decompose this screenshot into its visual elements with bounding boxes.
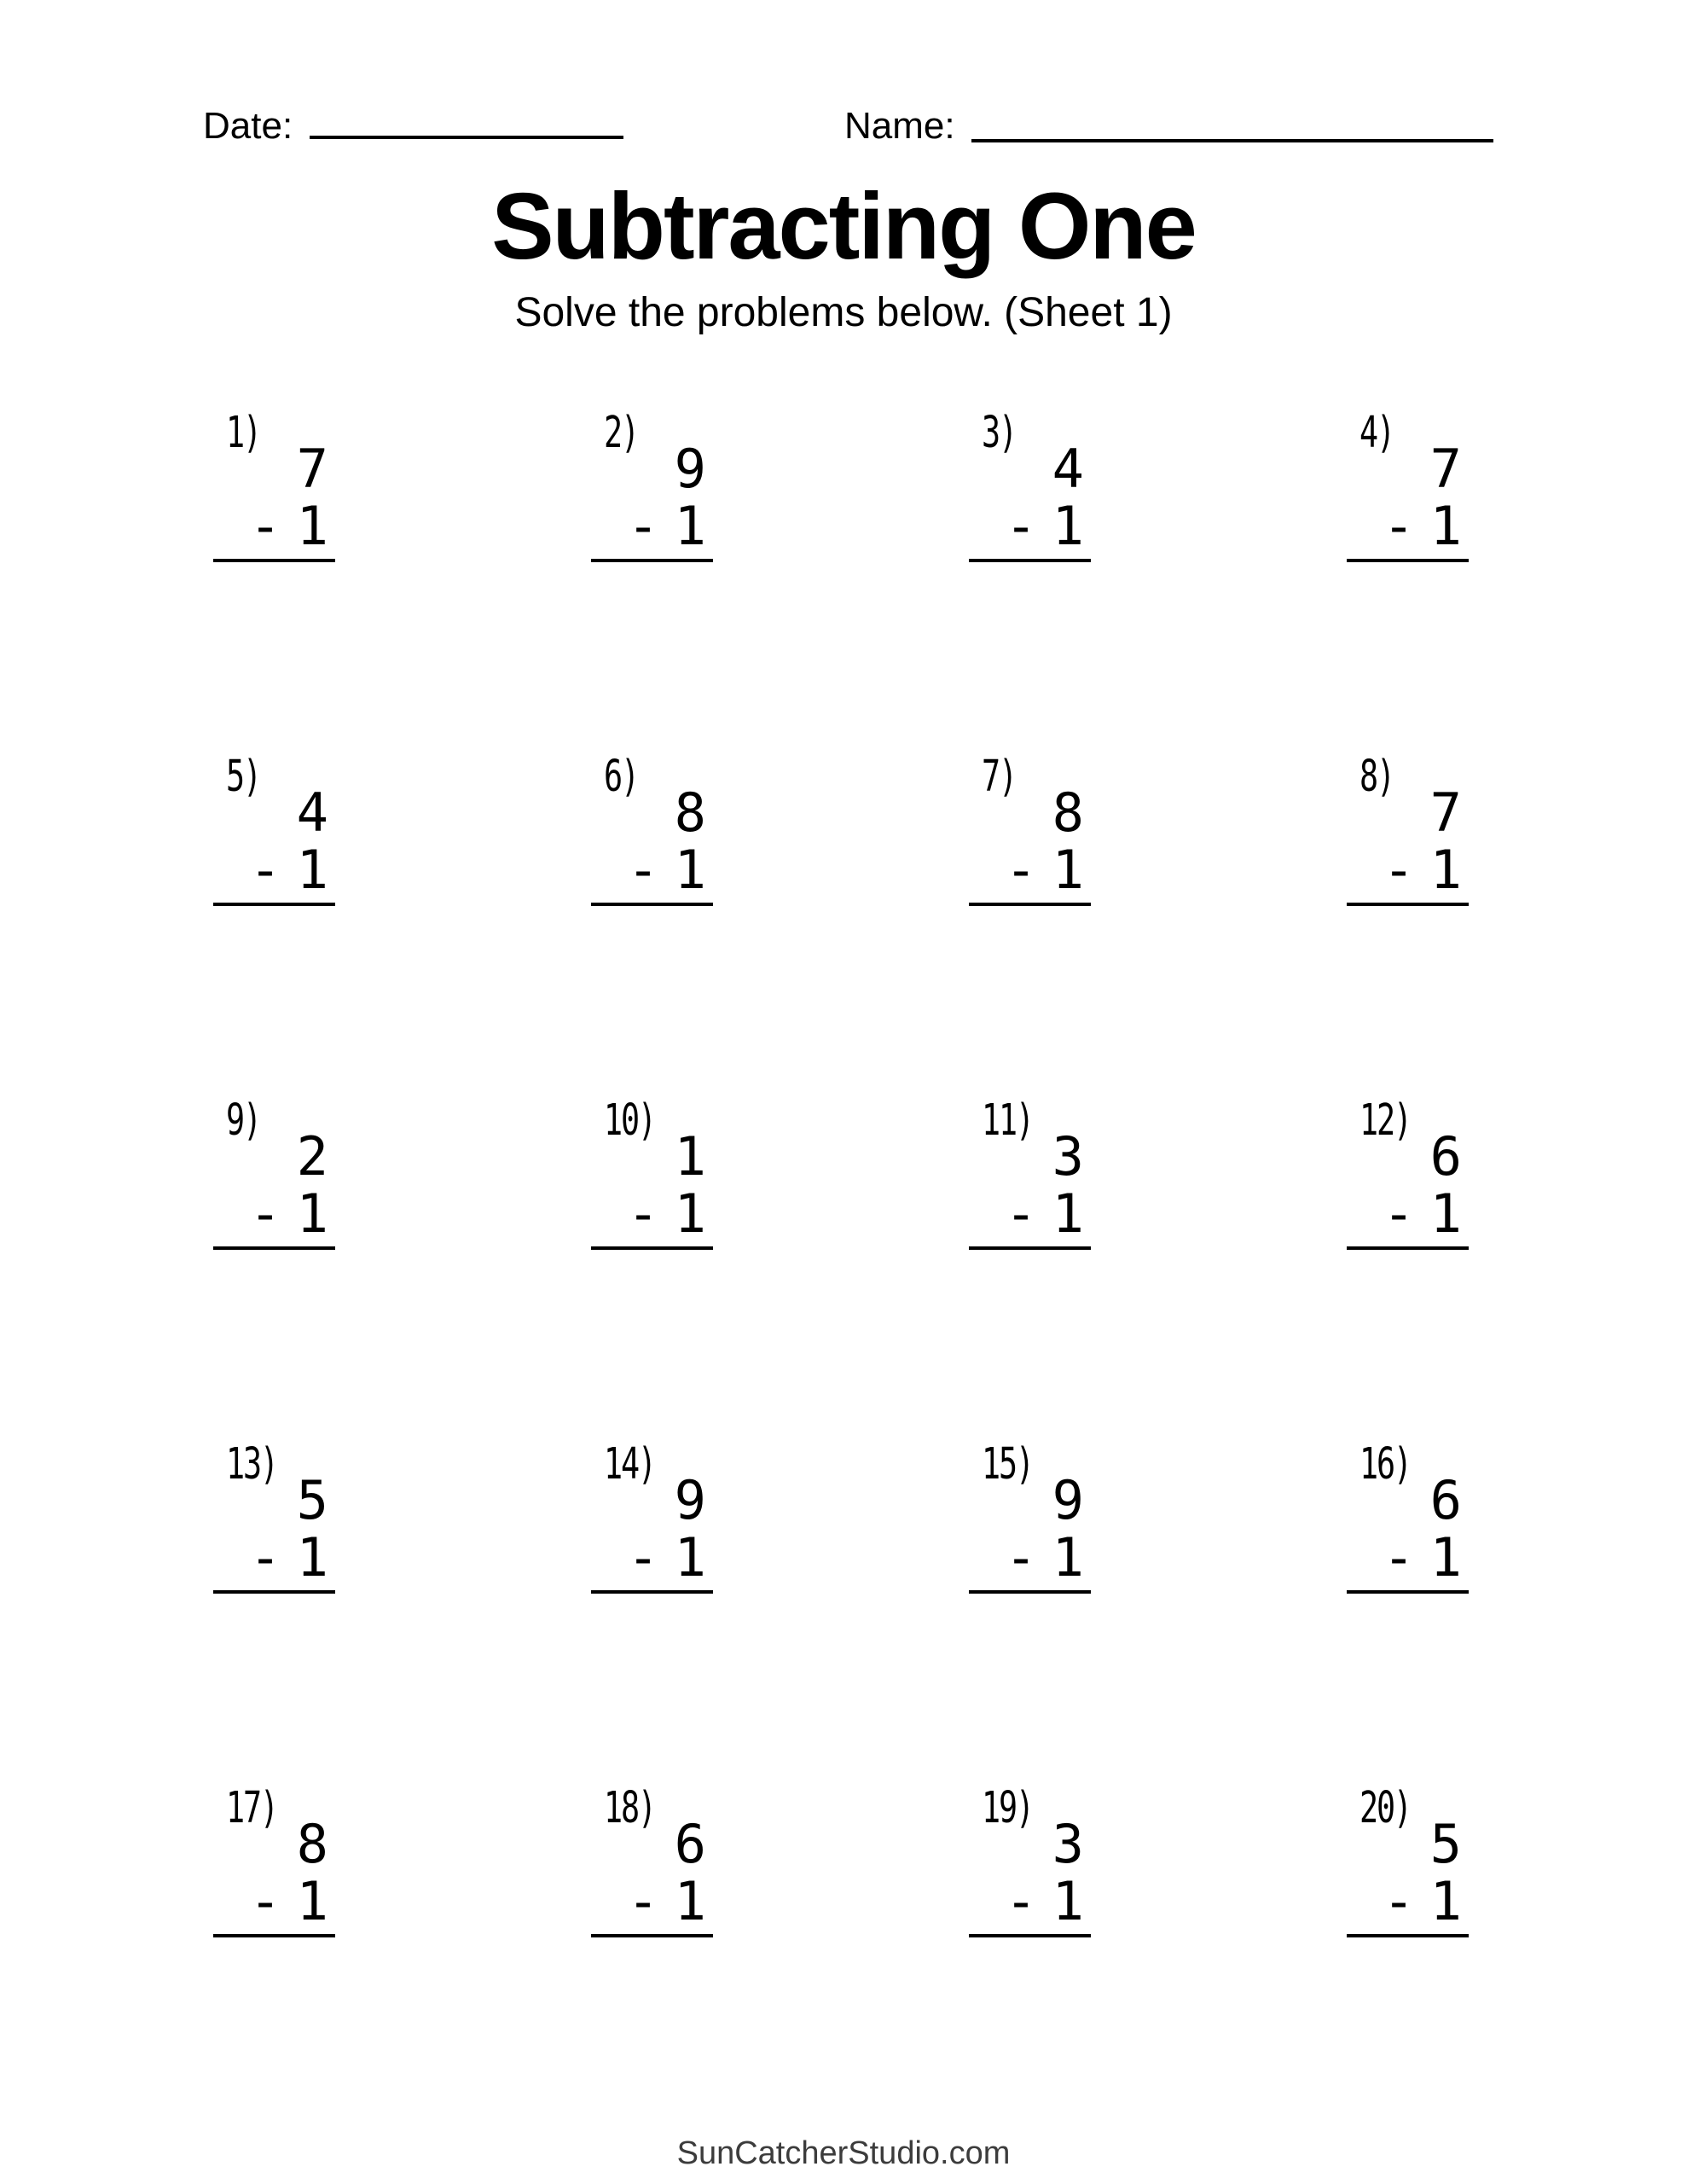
- minus-operator: -: [627, 839, 659, 901]
- problem-cell: [1347, 1095, 1469, 1448]
- answer-space[interactable]: [213, 562, 335, 639]
- problem-cell: [591, 1095, 713, 1448]
- problem-number: 18): [604, 1783, 655, 1833]
- answer-space[interactable]: [969, 1594, 1091, 1670]
- problem-number: 3): [982, 408, 1016, 458]
- subtraction-row: [969, 1870, 1091, 1932]
- problem-cell: [213, 1095, 335, 1448]
- problem-number: 13): [226, 1439, 277, 1490]
- minus-operator: -: [249, 1182, 281, 1245]
- answer-space[interactable]: [591, 1594, 713, 1670]
- minuend: 6: [1429, 1125, 1462, 1188]
- subtrahend: 1: [1429, 1526, 1462, 1589]
- problem-cell: [213, 1439, 335, 1792]
- problem-number: 2): [604, 408, 638, 458]
- subtraction-row: [591, 1182, 713, 1245]
- problem-cell: [1347, 1439, 1469, 1792]
- problem-work-area: [1347, 438, 1469, 562]
- minus-operator: -: [1383, 839, 1415, 901]
- minus-operator: -: [1005, 839, 1037, 901]
- problem-work-area: [1347, 781, 1469, 906]
- problem-cell: [969, 1439, 1091, 1792]
- answer-space[interactable]: [1347, 1594, 1469, 1670]
- problem-cell: [969, 1783, 1091, 2135]
- subtraction-row: [591, 495, 713, 557]
- problem-cell: [591, 1439, 713, 1792]
- subtrahend: 1: [1429, 1870, 1462, 1932]
- answer-space[interactable]: [213, 1937, 335, 2014]
- problem-cell: [969, 752, 1091, 1104]
- subtrahend: 1: [674, 839, 706, 901]
- problem-number: 9): [226, 1095, 260, 1146]
- minus-operator: -: [627, 1526, 659, 1589]
- problem-cell: [1347, 752, 1469, 1104]
- minus-operator: -: [1005, 495, 1037, 557]
- problem-number: 7): [982, 752, 1016, 802]
- problem-cell: [1347, 1783, 1469, 2135]
- problem-cell: [213, 408, 335, 760]
- problem-cell: [591, 408, 713, 760]
- minuend: 4: [296, 781, 328, 844]
- subtraction-row: [591, 1870, 713, 1932]
- minuend: 4: [1052, 438, 1084, 500]
- problem-work-area: [591, 1125, 713, 1250]
- answer-space[interactable]: [591, 1250, 713, 1327]
- answer-space[interactable]: [969, 1250, 1091, 1327]
- minus-operator: -: [249, 1526, 281, 1589]
- problems-grid: [213, 408, 1687, 2135]
- subtraction-row: [213, 1182, 335, 1245]
- problem-number: 15): [982, 1439, 1033, 1490]
- minuend: 1: [674, 1125, 706, 1188]
- date-blank-line[interactable]: [310, 136, 623, 139]
- minus-operator: -: [1005, 1870, 1037, 1932]
- problem-work-area: [969, 781, 1091, 906]
- minuend: 2: [296, 1125, 328, 1188]
- subtraction-row: [969, 495, 1091, 557]
- problem-work-area: [591, 438, 713, 562]
- subtraction-row: [1347, 1526, 1469, 1589]
- minus-operator: -: [627, 1870, 659, 1932]
- answer-space[interactable]: [969, 1937, 1091, 2014]
- answer-space[interactable]: [1347, 1937, 1469, 2014]
- subtraction-row: [213, 839, 335, 901]
- problem-number: 16): [1359, 1439, 1411, 1490]
- answer-space[interactable]: [591, 1937, 713, 2014]
- problem-number: 8): [1359, 752, 1394, 802]
- problem-number: 14): [604, 1439, 655, 1490]
- minus-operator: -: [1383, 495, 1415, 557]
- subtrahend: 1: [1052, 1182, 1084, 1245]
- problem-work-area: [1347, 1813, 1469, 1937]
- problem-cell: [213, 752, 335, 1104]
- problem-number: 20): [1359, 1783, 1411, 1833]
- problem-work-area: [969, 1469, 1091, 1594]
- subtrahend: 1: [296, 839, 328, 901]
- problem-work-area: [591, 781, 713, 906]
- minuend: 7: [1429, 438, 1462, 500]
- problem-work-area: [591, 1813, 713, 1937]
- minuend: 6: [674, 1813, 706, 1875]
- problem-work-area: [213, 1125, 335, 1250]
- minuend: 5: [1429, 1813, 1462, 1875]
- name-label: Name:: [844, 105, 955, 147]
- answer-space[interactable]: [591, 562, 713, 639]
- subtraction-row: [213, 495, 335, 557]
- problem-number: 1): [226, 408, 260, 458]
- subtraction-row: [591, 839, 713, 901]
- problem-cell: [969, 408, 1091, 760]
- minuend: 8: [1052, 781, 1084, 844]
- problem-cell: [213, 1783, 335, 2135]
- problem-number: 19): [982, 1783, 1033, 1833]
- problem-cell: [969, 1095, 1091, 1448]
- minuend: 3: [1052, 1813, 1084, 1875]
- minus-operator: -: [1383, 1182, 1415, 1245]
- problem-work-area: [1347, 1469, 1469, 1594]
- page-title: Subtracting One: [491, 174, 1196, 279]
- minuend: 6: [1429, 1469, 1462, 1531]
- problem-work-area: [1347, 1125, 1469, 1250]
- name-blank-line[interactable]: [971, 139, 1493, 142]
- minus-operator: -: [1005, 1526, 1037, 1589]
- footer-site-text: SunCatcherStudio.com: [676, 2135, 1011, 2171]
- minuend: 9: [674, 1469, 706, 1531]
- minuend: 9: [674, 438, 706, 500]
- subtrahend: 1: [1429, 839, 1462, 901]
- subtrahend: 1: [1429, 495, 1462, 557]
- subtrahend: 1: [1052, 1870, 1084, 1932]
- subtraction-row: [1347, 1182, 1469, 1245]
- subtraction-row: [969, 1526, 1091, 1589]
- problem-number: 10): [604, 1095, 655, 1146]
- problem-number: 5): [226, 752, 260, 802]
- problem-work-area: [969, 438, 1091, 562]
- subtraction-row: [1347, 1870, 1469, 1932]
- subtrahend: 1: [674, 1182, 706, 1245]
- page-subtitle: Solve the problems below. (Sheet 1): [514, 290, 1173, 335]
- minus-operator: -: [1383, 1870, 1415, 1932]
- problem-work-area: [213, 438, 335, 562]
- subtrahend: 1: [296, 495, 328, 557]
- minus-operator: -: [627, 1182, 659, 1245]
- subtraction-row: [213, 1870, 335, 1932]
- minus-operator: -: [249, 839, 281, 901]
- problem-number: 6): [604, 752, 638, 802]
- minuend: 8: [296, 1813, 328, 1875]
- minus-operator: -: [1005, 1182, 1037, 1245]
- subtrahend: 1: [674, 495, 706, 557]
- problem-cell: [1347, 408, 1469, 760]
- subtrahend: 1: [296, 1182, 328, 1245]
- problem-work-area: [591, 1469, 713, 1594]
- answer-space[interactable]: [1347, 1250, 1469, 1327]
- subtrahend: 1: [674, 1526, 706, 1589]
- subtrahend: 1: [296, 1870, 328, 1932]
- subtrahend: 1: [1052, 839, 1084, 901]
- answer-space[interactable]: [213, 906, 335, 983]
- answer-space[interactable]: [1347, 562, 1469, 639]
- subtraction-row: [1347, 839, 1469, 901]
- minuend: 9: [1052, 1469, 1084, 1531]
- subtrahend: 1: [1052, 495, 1084, 557]
- subtrahend: 1: [1052, 1526, 1084, 1589]
- problem-work-area: [213, 1469, 335, 1594]
- subtraction-row: [1347, 495, 1469, 557]
- minuend: 3: [1052, 1125, 1084, 1188]
- minus-operator: -: [627, 495, 659, 557]
- problem-number: 17): [226, 1783, 277, 1833]
- problem-work-area: [213, 781, 335, 906]
- subtrahend: 1: [296, 1526, 328, 1589]
- date-label: Date:: [203, 105, 293, 147]
- minuend: 7: [1429, 781, 1462, 844]
- problem-cell: [591, 752, 713, 1104]
- minus-operator: -: [1383, 1526, 1415, 1589]
- subtraction-row: [591, 1526, 713, 1589]
- problem-work-area: [213, 1813, 335, 1937]
- minuend: 7: [296, 438, 328, 500]
- minuend: 5: [296, 1469, 328, 1531]
- minus-operator: -: [249, 1870, 281, 1932]
- subtrahend: 1: [674, 1870, 706, 1932]
- answer-space[interactable]: [1347, 906, 1469, 983]
- answer-space[interactable]: [213, 1594, 335, 1670]
- problem-number: 4): [1359, 408, 1394, 458]
- problem-work-area: [969, 1125, 1091, 1250]
- problem-number: 12): [1359, 1095, 1411, 1146]
- subtrahend: 1: [1429, 1182, 1462, 1245]
- answer-space[interactable]: [969, 562, 1091, 639]
- problem-work-area: [969, 1813, 1091, 1937]
- problem-cell: [591, 1783, 713, 2135]
- minus-operator: -: [249, 495, 281, 557]
- subtraction-row: [969, 839, 1091, 901]
- answer-space[interactable]: [591, 906, 713, 983]
- answer-space[interactable]: [969, 906, 1091, 983]
- subtraction-row: [969, 1182, 1091, 1245]
- minuend: 8: [674, 781, 706, 844]
- subtraction-row: [213, 1526, 335, 1589]
- answer-space[interactable]: [213, 1250, 335, 1327]
- problem-number: 11): [982, 1095, 1033, 1146]
